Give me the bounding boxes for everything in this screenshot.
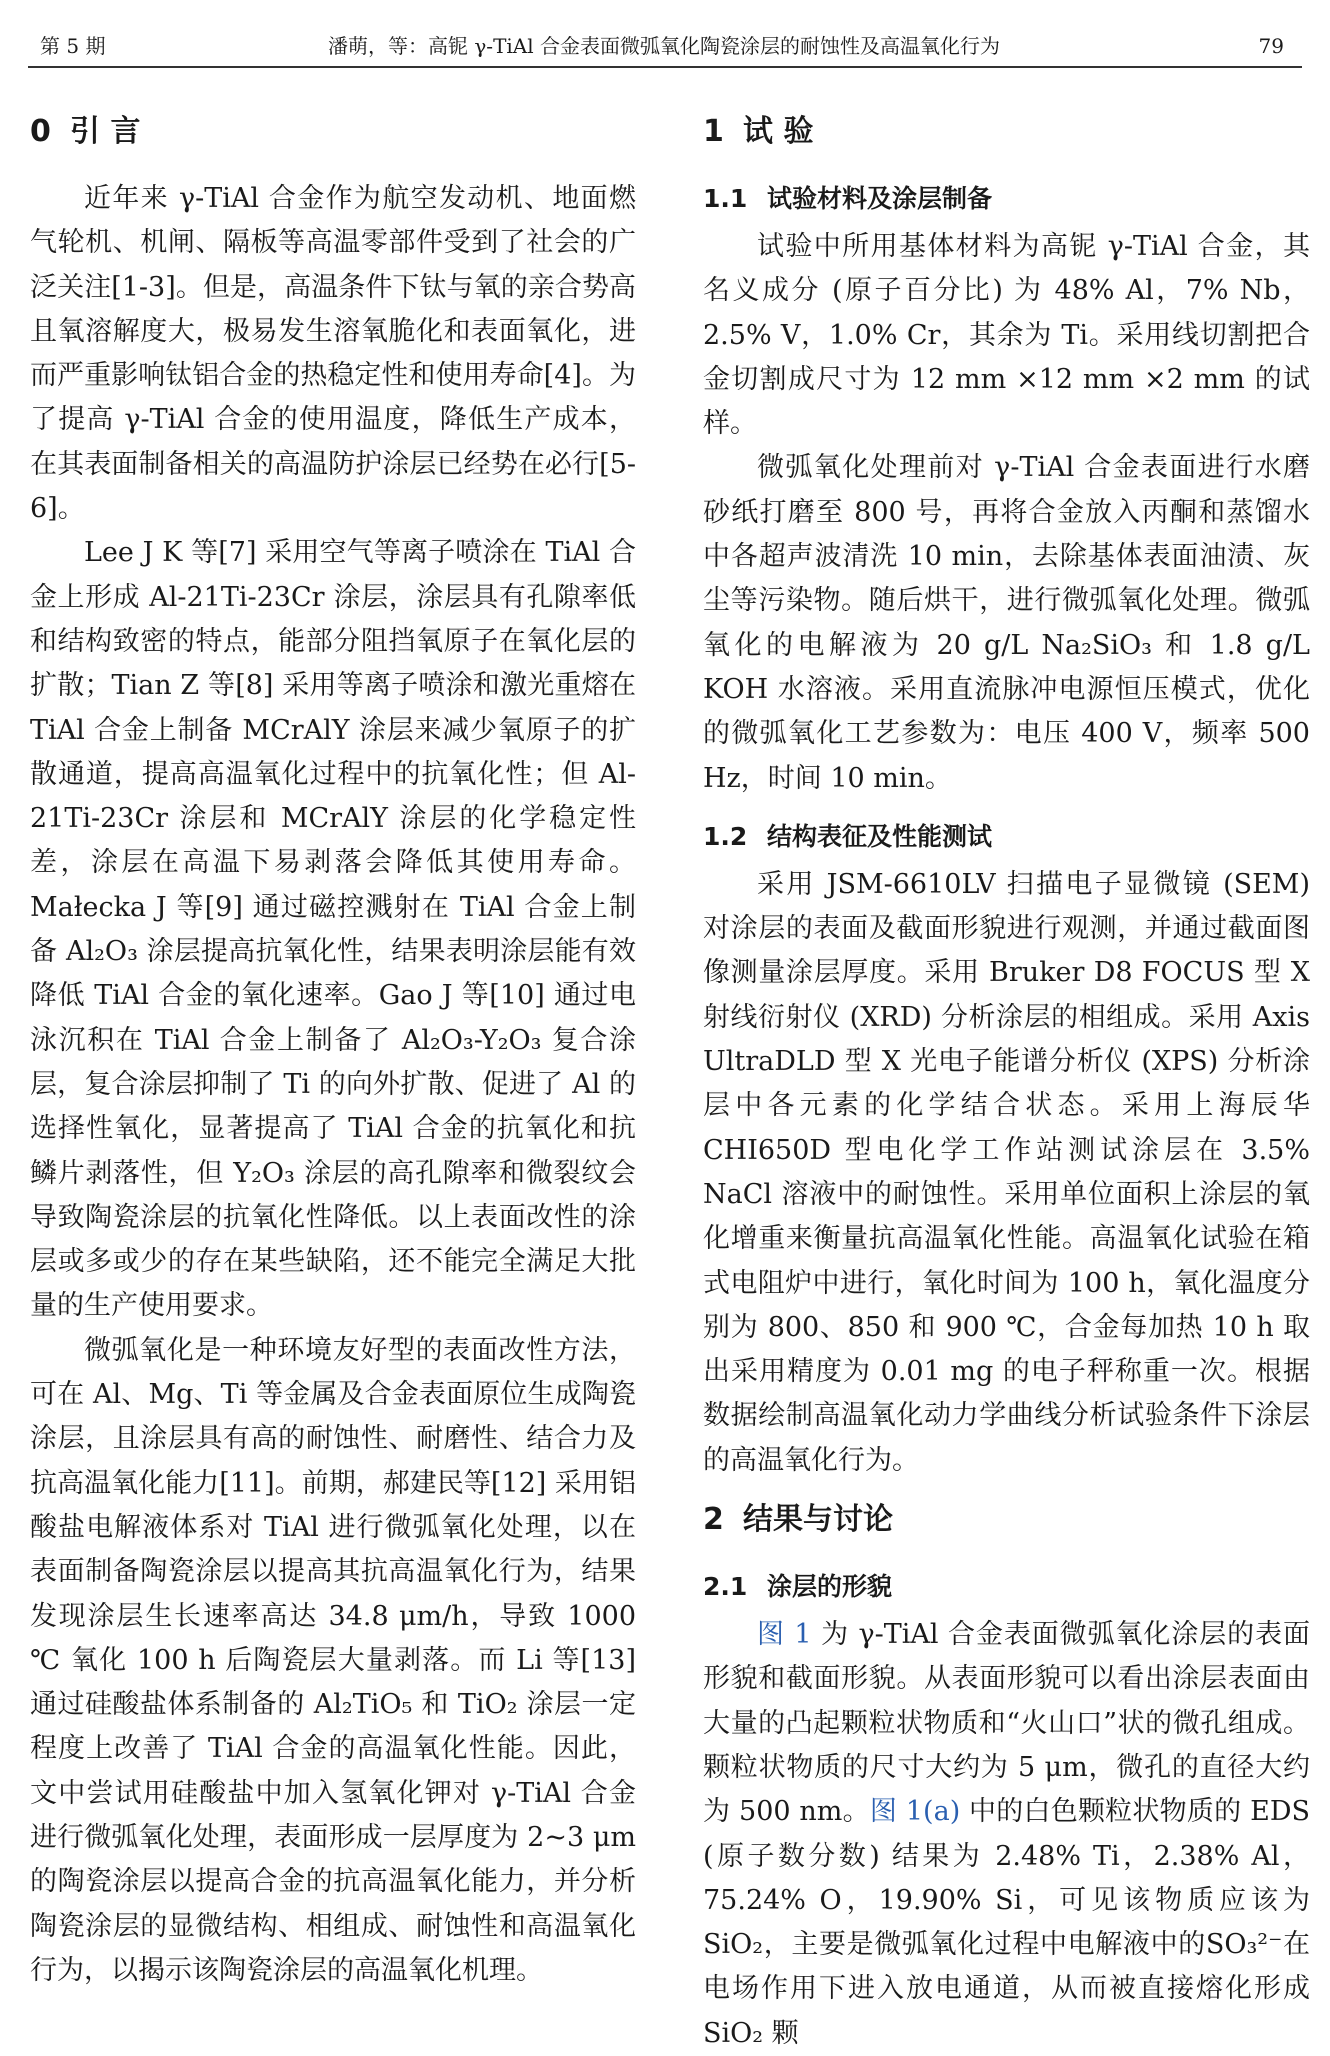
running-header [28, 26, 1302, 68]
materials-paragraph-2: 微弧氧化处理前对 γ-TiAl 合金表面进行水磨砂纸打磨至 800 号，再将合金放入丙酮和蒸馏水中各超声波清洗 10 min，去除基体表面油渍、灰尘等污染物。随后烘干，进行微弧氧化处理。微弧氧化的电解液为 20 g/L Na₂SiO₃ 和 1.8 g/L KOH 水溶液。采用直流脉冲电源恒压模式，优化的微弧氧化工艺参数为：电压 400 V，频率 500 Hz，时间 10 min。 [703, 452, 1310, 794]
issue-number: 第 5 期 [40, 34, 106, 58]
figure-1a-link[interactable]: 图 1(a) [869, 1796, 961, 1828]
subsection-title: 涂层的形貌 [767, 1572, 893, 1602]
section-heading-results [703, 1497, 1310, 1543]
intro-paragraph-2: Lee J K 等[7] 采用空气等离子喷涂在 TiAl 合金上形成 Al-21Ti-23Cr 涂层，涂层具有孔隙率低和结构致密的特点，能部分阻挡氧原子在氧化层的扩散；Tian Z 等[8] 采用等离子喷涂和激光重熔在 TiAl 合金上制备 MCrAlY 涂层来减少氧原子的扩散通道，提高高温氧化过程中的抗氧化性；但 Al-21Ti-23Cr 涂层和 MCrAlY 涂层的化学稳定性差，涂层在高温下易剥落会降低其使用寿命。Małecka J 等[9] 通过磁控溅射在 TiAl 合金上制备 Al₂O₃ 涂层提高抗氧化性，结果表明涂层能有效降低 TiAl 合金的氧化速率。Gao J 等[10] 通过电泳沉积在 TiAl 合金上制备了 Al₂O₃-Y₂O₃ 复合涂层，复合涂层抑制了 Ti 的向外扩散、促进了 Al 的选择性氧化，显著提高了 TiAl 合金的抗氧化和抗鳞片剥落性，但 Y₂O₃ 涂层的高孔隙率和微裂纹会导致陶瓷涂层的抗氧化性降低。以上表面改性的涂层或多或少的存在某些缺陷，还不能完全满足大批量的生产使用要求。 [30, 537, 636, 1322]
section-number: 1 [703, 114, 724, 149]
running-title: 潘萌，等：高铌 γ-TiAl 合金表面微弧氧化陶瓷涂层的耐蚀性及高温氧化行为 [328, 34, 1001, 58]
subsection-number: 2.1 [703, 1572, 748, 1602]
left-column [30, 105, 636, 1993]
section-title: 引 言 [70, 114, 141, 149]
section-number: 0 [30, 114, 51, 149]
morphology-text-b: 中的白色颗粒状物质的 EDS (原子数分数) 结果为 2.48% Ti，2.38% Al，75.24% O，19.90% Si，可见该物质应该为 SiO₂，主要是微弧氧化过程中电解液中的SO₃²⁻在电场作用下进入放电通道，从而被直接熔化形成 SiO₂ 颗 [703, 1796, 1310, 2049]
right-column [703, 105, 1310, 2056]
figure-1-link[interactable]: 图 1 [757, 1619, 812, 1651]
intro-paragraph-1: 近年来 γ-TiAl 合金作为航空发动机、地面燃气轮机、机闸、隔板等高温零部件受到了社会的广泛关注[1-3]。但是，高温条件下钛与氧的亲合势高且氧溶解度大，极易发生溶氧脆化和表面氧化，进而严重影响钛铝合金的热稳定性和使用寿命[4]。为了提高 γ-TiAl 合金的使用温度，降低生产成本，在其表面制备相关的高温防护涂层已经势在必行[5-6]。 [30, 183, 636, 525]
intro-paragraph-3: 微弧氧化是一种环境友好型的表面改性方法，可在 Al、Mg、Ti 等金属及合金表面原位生成陶瓷涂层，且涂层具有高的耐蚀性、耐磨性、结合力及抗高温氧化能力[11]。前期，郝建民等[12] 采用铝酸盐电解液体系对 TiAl 进行微弧氧化处理，以在表面制备陶瓷涂层以提高其抗高温氧化行为，结果发现涂层生长速率高达 34.8 μm/h，导致 1000 ℃ 氧化 100 h 后陶瓷层大量剥落。而 Li 等[13] 通过硅酸盐体系制备的 Al₂TiO₅ 和 TiO₂ 涂层一定程度上改善了 TiAl 合金的高温氧化性能。因此，文中尝试用硅酸盐中加入氢氧化钾对 γ-TiAl 合金进行微弧氧化处理，表面形成一层厚度为 2~3 μm 的陶瓷涂层以提高合金的抗高温氧化能力，并分析陶瓷涂层的显微结构、相组成、耐蚀性和高温氧化行为，以揭示该陶瓷涂层的高温氧化机理。 [30, 1334, 636, 1986]
section-heading-experiment [703, 109, 1310, 155]
section-heading-introduction [30, 109, 636, 155]
materials-paragraph-1: 试验中所用基体材料为高铌 γ-TiAl 合金，其名义成分 (原子百分比) 为 48% Al，7% Nb，2.5% V，1.0% Cr，其余为 Ti。采用线切割把合金切割成尺寸为 12 mm ×12 mm ×2 mm 的试样。 [703, 231, 1310, 440]
characterization-paragraph: 采用 JSM-6610LV 扫描电子显微镜 (SEM) 对涂层的表面及截面形貌进行观测，并通过截面图像测量涂层厚度。采用 Bruker D8 FOCUS 型 X 射线衍射仪 (XRD) 分析涂层的相组成。采用 Axis UltraDLD 型 X 光电子能谱分析仪 (XPS) 分析涂层中各元素的化学结合状态。采用上海辰华 CHI650D 型电化学工作站测试涂层在 3.5% NaCl 溶液中的耐蚀性。采用单位面积上涂层的氧化增重来衡量抗高温氧化性能。高温氧化试验在箱式电阻炉中进行，氧化时间为 100 h，氧化温度分别为 800、850 和 900 ℃，合金每加热 10 h 取出采用精度为 0.01 mg 的电子秤称重一次。根据数据绘制高温氧化动力学曲线分析试验条件下涂层的高温氧化行为。 [703, 868, 1310, 1476]
page-number: 79 [1258, 34, 1284, 58]
morphology-paragraph [703, 1613, 1310, 2056]
subsection-number: 1.2 [703, 821, 748, 851]
subsection-title: 结构表征及性能测试 [767, 821, 993, 851]
subsection-heading-characterization [703, 815, 1310, 859]
subsection-number: 1.1 [703, 184, 748, 213]
subsection-heading-morphology [703, 1565, 1310, 1609]
section-title: 试 验 [743, 114, 814, 149]
section-number: 2 [703, 1502, 724, 1538]
morphology-text-a: 为 γ-TiAl 合金表面微弧氧化涂层的表面形貌和截面形貌。从表面形貌可以看出涂层表面由大量的凸起颗粒状物质和“火山口”状的微孔组成。颗粒状物质的尺寸大约为 5 μm，微孔的直径大约为 500 nm。 [703, 1619, 1310, 1828]
subsection-heading-materials [703, 177, 1310, 221]
subsection-title: 试验材料及涂层制备 [767, 184, 993, 213]
section-title: 结果与讨论 [743, 1502, 893, 1538]
